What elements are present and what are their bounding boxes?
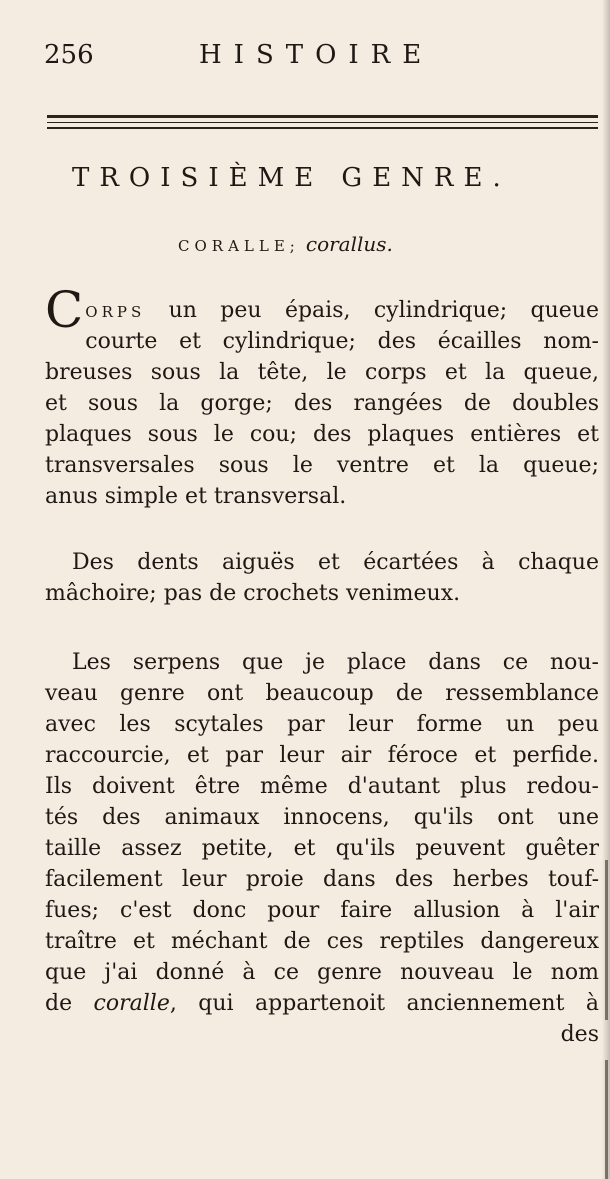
text-line: courte et cylindrique; des écailles nom- [85,329,599,354]
text-line: veau genre ont beaucoup de ressemblance [45,681,599,706]
text-line [45,988,599,1019]
text-line: avec les scytales par leur forme un peu [45,712,599,737]
genus-name-caps: CORALLE; [178,237,300,255]
text-line-end: , qui appartenoit anciennement à [169,991,599,1016]
catchword: des [560,1022,599,1047]
text-line: Des dents aiguës et écartées à chaque [72,550,599,575]
text-line: facilement leur proie dans des herbes touf- [45,867,599,892]
text-line [45,281,599,339]
italic-word: coralle [93,991,170,1016]
text-line: traître et méchant de ces reptiles dangereux [45,929,599,954]
text-line: Les serpens que je place dans ce nou- [72,650,599,675]
text-line: plaques sous le cou; des plaques entières et [45,422,599,447]
description-paragraph [45,281,599,512]
text-line: mâchoire; pas de crochets venimeux. [45,581,461,606]
discussion-paragraph [45,647,599,1050]
genus-name-latin: corallus. [305,232,393,256]
genus-heading [178,232,393,256]
page-edge-mark [605,1060,608,1179]
text-line: breuses sous la tête, le corps et la queue, [45,360,599,385]
text-line: transversales sous le ventre et la queue; [45,453,599,478]
header-rule-thin [47,122,598,123]
text-line: fues; c'est donc pour faire allusion à l'air [45,898,599,923]
page-header [44,40,590,80]
running-title: HISTOIRE [199,40,434,70]
text-line: raccourcie, et par leur air féroce et perfide. [45,743,599,768]
text-line: anus simple et transversal. [45,484,347,509]
smallcaps-word: ORPS [85,303,146,321]
drop-cap: C [45,281,84,339]
section-title: TROISIÈME GENRE. [72,163,511,193]
header-rule-bottom [47,127,598,129]
text-line: que j'ai donné à ce genre nouveau le nom [45,960,599,985]
text-line: Ils doivent être même d'autant plus redou- [45,774,599,799]
page-edge-mark [605,860,608,1020]
header-rule-thick [47,115,598,118]
teeth-paragraph [45,547,599,609]
text-line: tés des animaux innocens, qu'ils ont une [45,805,599,830]
text-line: taille assez petite, et qu'ils peuvent guêter [45,836,599,861]
text-line: et sous la gorge; des rangées de doubles [45,391,599,416]
text-line-content: un peu épais, cylindrique; queue [145,298,599,323]
page-number: 256 [44,40,94,70]
text-line-start: de [45,991,94,1016]
